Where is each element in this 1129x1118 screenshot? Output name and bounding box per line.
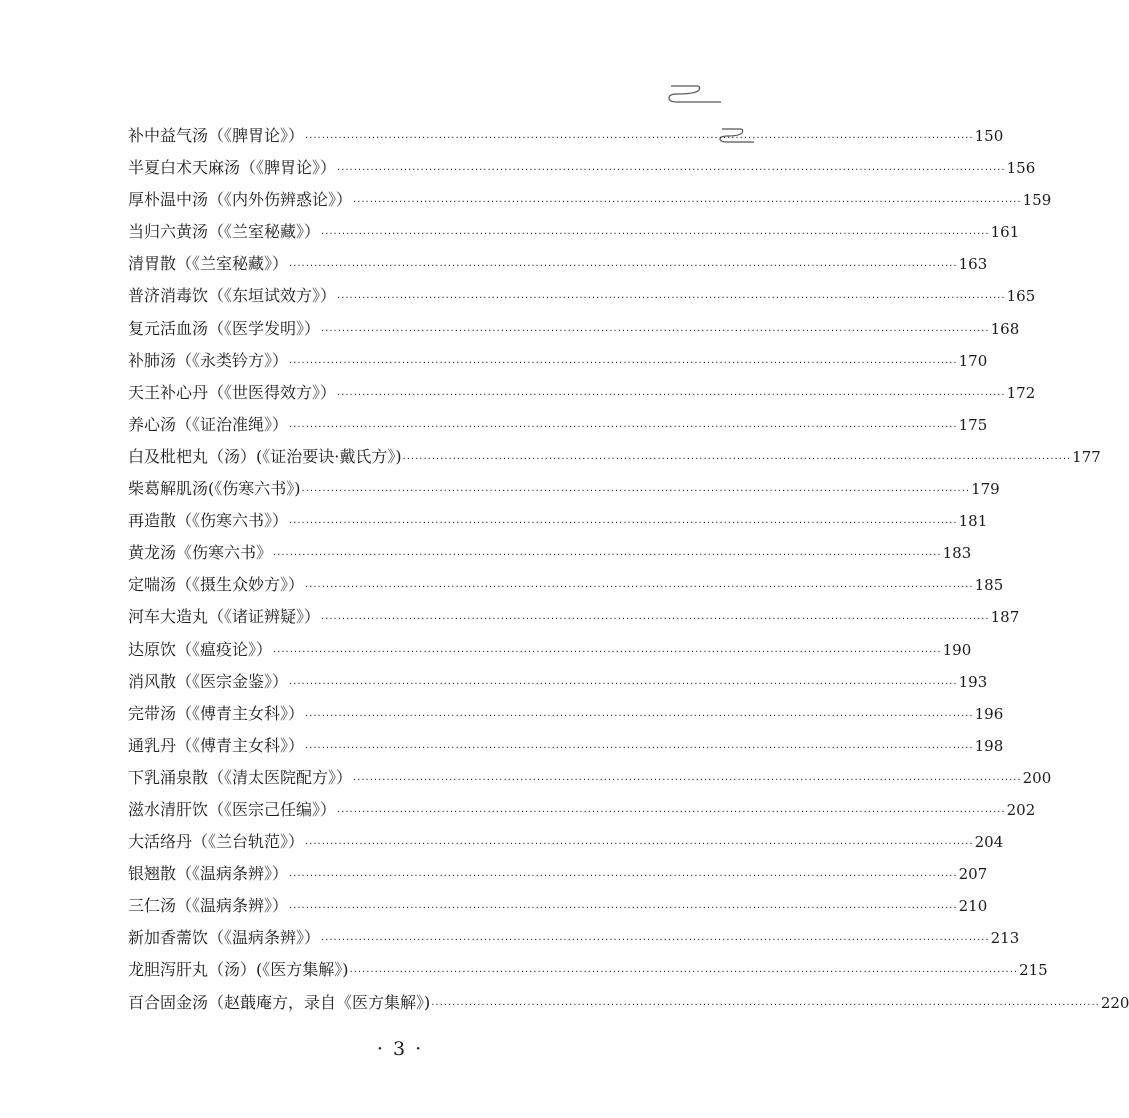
dot-leader: ································································································································································ — [289, 357, 958, 369]
toc-entry-page: 156 — [1006, 159, 1036, 178]
toc-entry-title: 柴葛解肌汤(《伤寒六书》) — [128, 479, 301, 499]
toc-entry-page: 177 — [1072, 447, 1101, 466]
toc-entry[interactable] — [128, 794, 1036, 826]
dot-leader: ································································································································································ — [305, 839, 974, 851]
dot-leader: ································································································································································ — [305, 582, 974, 594]
dot-leader: ································································································································································ — [402, 453, 1072, 465]
dot-leader: ································································································································································ — [289, 261, 958, 273]
dot-leader: ································································································································································ — [289, 678, 958, 690]
toc-entry-title: 复元活血汤（《医学发明》） — [128, 318, 321, 338]
dot-leader: ································································································································································ — [337, 389, 1006, 401]
toc-entry-page: 170 — [958, 351, 988, 370]
dot-leader: ································································································································································ — [337, 806, 1006, 818]
toc-entry-page: 168 — [990, 319, 1020, 338]
toc-entry-title: 河车大造丸（《诸证辨疑》） — [128, 607, 321, 627]
ornament-icon — [663, 80, 723, 108]
toc-entry-page: 159 — [1022, 191, 1052, 210]
toc-entry-page: 200 — [1022, 768, 1052, 787]
toc-entry-title: 达原饮（《瘟疫论》） — [128, 639, 273, 659]
toc-entry[interactable] — [128, 505, 988, 537]
toc-entry-title: 普济消毒饮（《东垣试效方》） — [128, 286, 337, 306]
toc-entry[interactable] — [128, 409, 988, 441]
toc-entry-page: 172 — [1006, 383, 1036, 402]
toc-entry-page: 193 — [958, 672, 988, 691]
toc-entry[interactable] — [128, 987, 1129, 1019]
toc-entry-page: 150 — [974, 127, 1004, 145]
toc-entry-title: 半夏白术天麻汤（《脾胃论》） — [128, 158, 337, 178]
toc-entry-page: 185 — [974, 576, 1004, 595]
dot-leader: ································································································································································ — [321, 325, 990, 337]
toc-entry[interactable] — [128, 345, 988, 377]
dot-leader: ································································································································································ — [289, 518, 958, 530]
toc-entry-page: 187 — [990, 608, 1020, 627]
toc-entry-page: 181 — [958, 512, 988, 531]
dot-leader: ································································································································································ — [431, 999, 1100, 1011]
dot-leader: ································································································································································ — [321, 229, 990, 241]
toc-entry-page: 204 — [974, 833, 1004, 852]
dot-leader: ································································································································································ — [337, 165, 1006, 177]
toc-entry[interactable] — [128, 184, 1052, 216]
toc-entry-title: 银翘散（《温病条辨》） — [128, 864, 289, 884]
dot-leader: ································································································································································ — [321, 614, 990, 626]
toc-entry-title: 清胃散（《兰室秘藏》） — [128, 254, 289, 274]
toc-entry[interactable] — [128, 762, 1052, 794]
toc-entry[interactable] — [128, 473, 1000, 505]
toc-entry[interactable] — [128, 537, 972, 569]
toc-entry-title: 百合固金汤（赵蕺庵方，录自《医方集解》) — [128, 992, 431, 1012]
toc-entry-title: 白及枇杷丸（汤）(《证治要诀·戴氏方》) — [128, 446, 402, 466]
dot-leader: ································································································································································ — [289, 903, 958, 915]
toc-entry-title: 天王补心丹（《世医得效方》） — [128, 382, 337, 402]
toc-entry-page: 165 — [1006, 287, 1036, 306]
toc-entry-page: 220 — [1100, 993, 1129, 1012]
table-of-contents — [128, 120, 1129, 1019]
toc-entry-page: 198 — [974, 736, 1004, 755]
dot-leader: ································································································································································ — [301, 486, 971, 498]
toc-entry[interactable] — [128, 313, 1020, 345]
toc-entry-page: 190 — [942, 640, 972, 659]
toc-entry-page: 163 — [958, 255, 988, 274]
dot-leader: ································································································································································ — [305, 742, 974, 754]
toc-entry-title: 当归六黄汤（《兰室秘藏》） — [128, 222, 321, 242]
toc-entry[interactable] — [128, 954, 1048, 986]
toc-entry-title: 厚朴温中汤（《内外伤辨惑论》） — [128, 190, 353, 210]
toc-entry-title: 下乳涌泉散（《清太医院配方》） — [128, 767, 353, 787]
toc-entry[interactable] — [128, 858, 988, 890]
toc-entry-page: 213 — [990, 929, 1020, 948]
toc-entry[interactable] — [128, 441, 1101, 473]
toc-entry[interactable] — [128, 634, 972, 666]
toc-entry-title: 滋水清肝饮（《医宗己任编》） — [128, 799, 337, 819]
toc-entry-title: 三仁汤（《温病条辨》） — [128, 896, 289, 916]
toc-entry[interactable] — [128, 569, 1004, 601]
toc-entry-title: 完带汤（《傅青主女科》） — [128, 703, 305, 723]
dot-leader: ································································································································································ — [289, 421, 958, 433]
toc-entry[interactable] — [128, 601, 1020, 633]
toc-entry-page: 179 — [971, 480, 1000, 499]
dot-leader: ································································································································································ — [349, 967, 1019, 979]
toc-entry-page: 215 — [1019, 961, 1048, 980]
toc-entry-title: 养心汤（《证治准绳》） — [128, 414, 289, 434]
toc-entry[interactable] — [128, 922, 1020, 954]
toc-entry[interactable] — [128, 120, 1004, 152]
dot-leader: ································································································································································ — [337, 293, 1006, 305]
toc-entry[interactable] — [128, 216, 1020, 248]
toc-entry[interactable] — [128, 730, 1004, 762]
toc-entry[interactable] — [128, 377, 1036, 409]
toc-entry-page: 210 — [958, 897, 988, 916]
toc-entry[interactable] — [128, 280, 1036, 312]
toc-entry[interactable] — [128, 248, 988, 280]
dot-leader: ································································································································································ — [305, 710, 974, 722]
toc-entry-title: 黄龙汤《伤寒六书》 — [128, 543, 273, 563]
dot-leader: ································································································································································ — [305, 133, 974, 144]
toc-entry-title: 消风散（《医宗金鉴》） — [128, 671, 289, 691]
toc-entry[interactable] — [128, 666, 988, 698]
toc-entry-page: 183 — [942, 544, 972, 563]
toc-entry[interactable] — [128, 152, 1036, 184]
toc-entry[interactable] — [128, 890, 988, 922]
toc-entry-page: 161 — [990, 223, 1020, 242]
toc-entry-page: 196 — [974, 704, 1004, 723]
toc-entry-title: 补中益气汤（《脾胃论》） — [128, 126, 305, 145]
toc-entry-page: 202 — [1006, 800, 1036, 819]
toc-entry-title: 新加香薷饮（《温病条辨》） — [128, 928, 321, 948]
toc-entry-title: 通乳丹（《傅青主女科》） — [128, 735, 305, 755]
toc-entry-title: 定喘汤（《摄生众妙方》） — [128, 575, 305, 595]
dot-leader: ································································································································································ — [273, 646, 942, 658]
dot-leader: ································································································································································ — [321, 935, 990, 947]
toc-entry-title: 补肺汤（《永类钤方》） — [128, 350, 289, 370]
dot-leader: ································································································································································ — [353, 774, 1022, 786]
toc-entry[interactable] — [128, 698, 1004, 730]
page-number: · 3 · — [376, 1038, 424, 1060]
toc-entry-page: 207 — [958, 865, 988, 884]
toc-entry-title: 大活络丹（《兰台轨范》） — [128, 832, 305, 852]
dot-leader: ································································································································································ — [289, 871, 958, 883]
toc-entry-title: 龙胆泻肝丸（汤）(《医方集解》) — [128, 960, 349, 980]
toc-entry-page: 175 — [958, 415, 988, 434]
dot-leader: ································································································································································ — [273, 550, 942, 562]
dot-leader: ································································································································································ — [353, 197, 1022, 209]
toc-entry-title: 再造散（《伤寒六书》） — [128, 511, 289, 531]
toc-entry[interactable] — [128, 826, 1004, 858]
